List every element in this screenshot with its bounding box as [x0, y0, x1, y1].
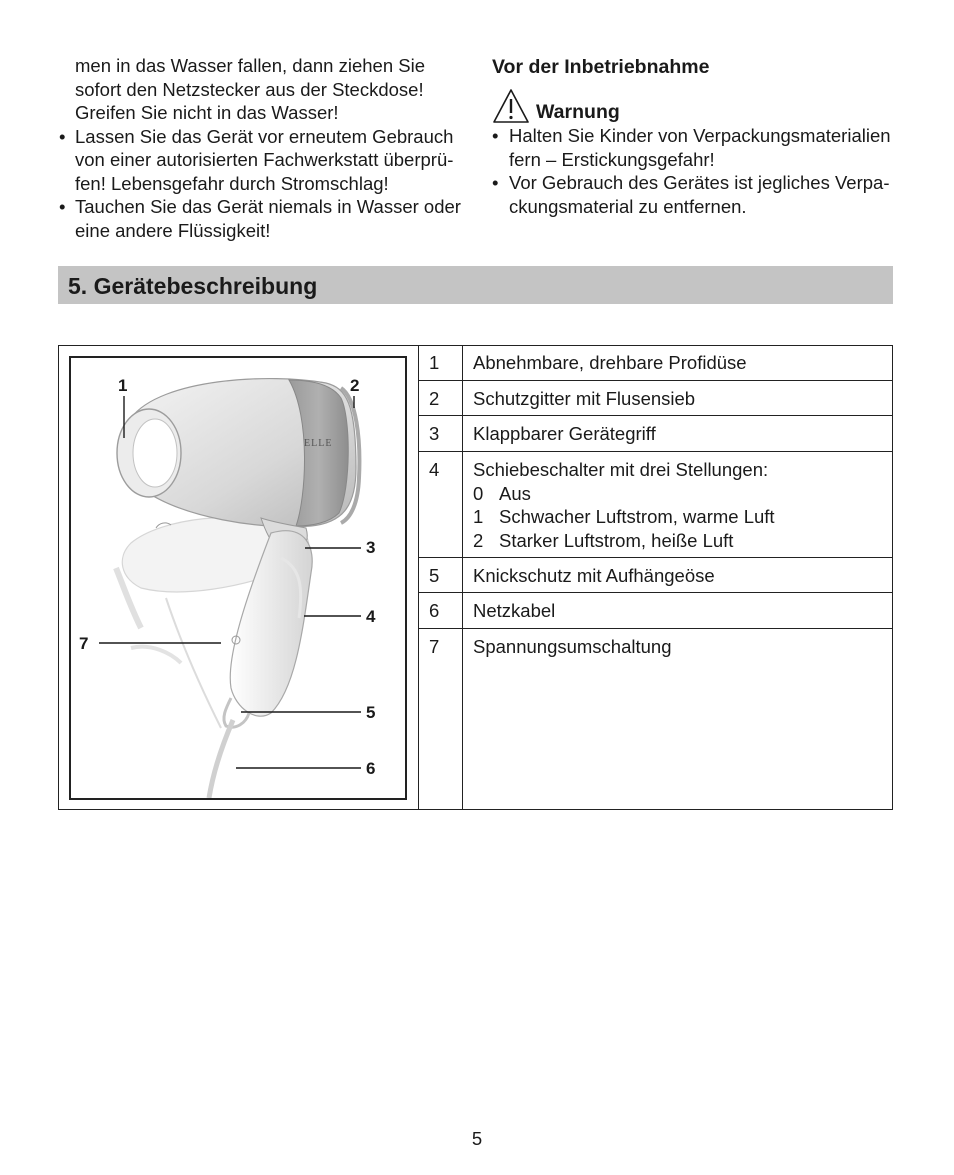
table-row — [419, 416, 893, 452]
callout-label: 4 — [366, 607, 376, 626]
continuation-paragraph: men in das Wasser fallen, dann ziehen Sie sofort den Netzstecker aus der Steckdose! Greifen Sie nicht in das Wasser! — [75, 55, 425, 123]
bullet-item: • Tauchen Sie das Gerät niemals in Wasser oder eine andere Flüssigkeit! — [58, 195, 468, 242]
callout-label: 6 — [366, 759, 376, 778]
part-number: 6 — [429, 600, 440, 621]
hair-dryer-figure — [69, 356, 407, 800]
warning-bullet: • Vor Gebrauch des Gerätes ist jegliches Verpa-ckungsmaterial zu entfernen. — [492, 171, 902, 218]
part-number: 2 — [429, 388, 440, 409]
left-column — [58, 54, 468, 242]
part-label: Knickschutz mit Aufhängeöse — [473, 565, 715, 586]
callout-label: 5 — [366, 703, 376, 722]
hair-dryer-illustration — [71, 358, 405, 798]
warning-bullet: • Halten Sie Kinder von Verpackungsmaterialien fern – Erstickungsgefahr! — [492, 124, 902, 171]
table-row — [419, 593, 893, 629]
part-number: 7 — [429, 636, 440, 657]
option-number: 2 — [473, 529, 484, 551]
part-label: Abnehmbare, drehbare Profidüse — [473, 352, 747, 373]
before-use-heading: Vor der Inbetriebnahme — [492, 56, 710, 78]
right-column — [492, 54, 902, 218]
callout-label: 2 — [350, 376, 360, 395]
part-number: 4 — [429, 459, 440, 480]
callout-label: 1 — [118, 376, 128, 395]
option-number: 0 — [473, 482, 484, 504]
warning-title: Warnung — [536, 101, 620, 123]
table-row — [419, 381, 893, 416]
callout-label: 3 — [366, 538, 376, 557]
part-label: Schutzgitter mit Flusensieb — [473, 388, 696, 409]
switch-option — [473, 529, 887, 553]
part-label: Netzkabel — [473, 600, 556, 621]
switch-option — [473, 482, 887, 506]
callout-label: 7 — [79, 634, 89, 653]
part-number: 1 — [429, 352, 440, 373]
part-number: 5 — [429, 565, 440, 586]
table-row — [419, 345, 893, 381]
bullet-item: • Lassen Sie das Gerät vor erneutem Gebrauch von einer autorisierten Fachwerkstatt überprü-fen! Lebensgefahr durch Stromschlag! — [58, 125, 468, 196]
option-text: Starker Luftstrom, heiße Luft — [499, 529, 734, 551]
option-text: Schwacher Luftstrom, warme Luft — [499, 506, 775, 527]
table-row — [419, 629, 893, 809]
option-number: 1 — [473, 506, 484, 527]
part-number: 3 — [429, 423, 440, 444]
section-heading: 5. Gerätebeschreibung — [58, 266, 893, 304]
part-label: Schiebeschalter mit drei Stellungen: — [473, 459, 769, 480]
warning-triangle-icon — [492, 88, 530, 124]
part-description — [473, 458, 887, 552]
brand-mark: ELLE — [304, 438, 333, 449]
part-label: Klappbarer Gerätegriff — [473, 423, 656, 444]
part-label: Spannungsumschaltung — [473, 636, 672, 657]
table-row — [419, 558, 893, 593]
switch-option — [473, 505, 887, 529]
warning-header — [492, 84, 902, 124]
page-number: 5 — [471, 1128, 483, 1149]
option-text: Aus — [499, 482, 531, 504]
table-row — [419, 452, 893, 558]
